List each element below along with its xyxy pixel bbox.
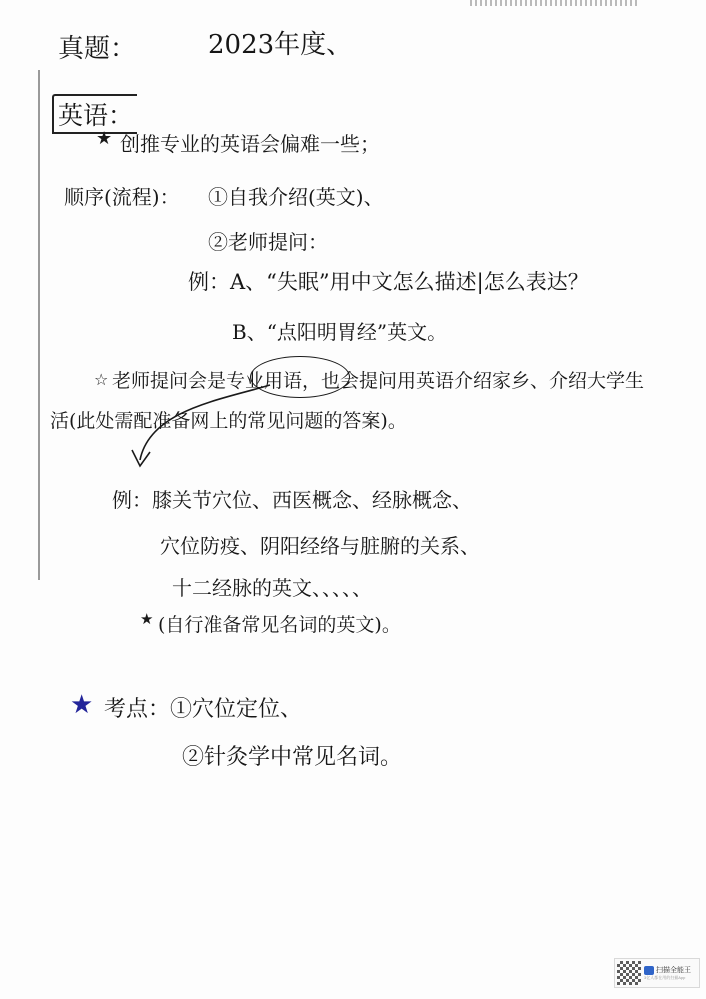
recommend-line: 创推专业的英语会偏难一些；	[120, 132, 380, 156]
exam-points-label: 考点：	[104, 697, 171, 722]
section-heading: 英语：	[52, 94, 137, 134]
example-terms-1: 膝关节穴位、西医概念、经脉概念、	[152, 488, 472, 512]
step-self-intro: ①自我介绍(英文)、	[208, 185, 384, 209]
example-terms-line2: 穴位防疫、阴阳经络与脏腑的关系、	[160, 534, 480, 558]
self-prepare-note: (自行准备常见名词的英文)。	[158, 614, 401, 636]
exam-points-line1	[104, 692, 302, 723]
exam-point-2: ②针灸学中常见名词。	[182, 745, 403, 770]
step-teacher-question: ②老师提问：	[208, 230, 328, 254]
watermark-subtitle: 3亿人都在用的扫描App	[644, 975, 686, 980]
qr-code-icon	[617, 961, 641, 985]
star-icon: ★	[96, 128, 113, 149]
note-year: 2023年度、	[208, 30, 353, 60]
teacher-note-continued: 活(此处需配准备网上的常见问题的答案)。	[50, 410, 407, 432]
example-question-b: B、“点阳明胃经”英文。	[232, 320, 448, 344]
example-terms-label: 例：	[112, 488, 152, 512]
scanner-logo-icon	[644, 966, 654, 975]
example-terms-line1	[112, 484, 472, 513]
note-title: 真题：	[58, 34, 137, 64]
star-outline-icon: ☆	[94, 370, 109, 389]
teacher-note: 老师提问会是专业用语，也会提问用英语介绍家乡、介绍大学生	[112, 370, 645, 392]
blue-star-icon: ★	[70, 690, 94, 720]
order-label: 顺序(流程)：	[64, 185, 180, 209]
watermark-brand: 扫描全能王	[656, 967, 691, 974]
exam-point-1: ①穴位定位、	[170, 697, 303, 722]
arrow-icon	[110, 380, 280, 490]
example-terms-line3: 十二经脉的英文、、、、、	[172, 576, 372, 600]
scan-edge-dots	[470, 0, 640, 6]
star-small-icon: ★	[140, 610, 154, 628]
margin-line	[38, 70, 40, 580]
scanner-watermark	[614, 958, 700, 988]
example-question-a: 例：A、“失眠”用中文怎么描述|怎么表达？	[188, 270, 589, 294]
